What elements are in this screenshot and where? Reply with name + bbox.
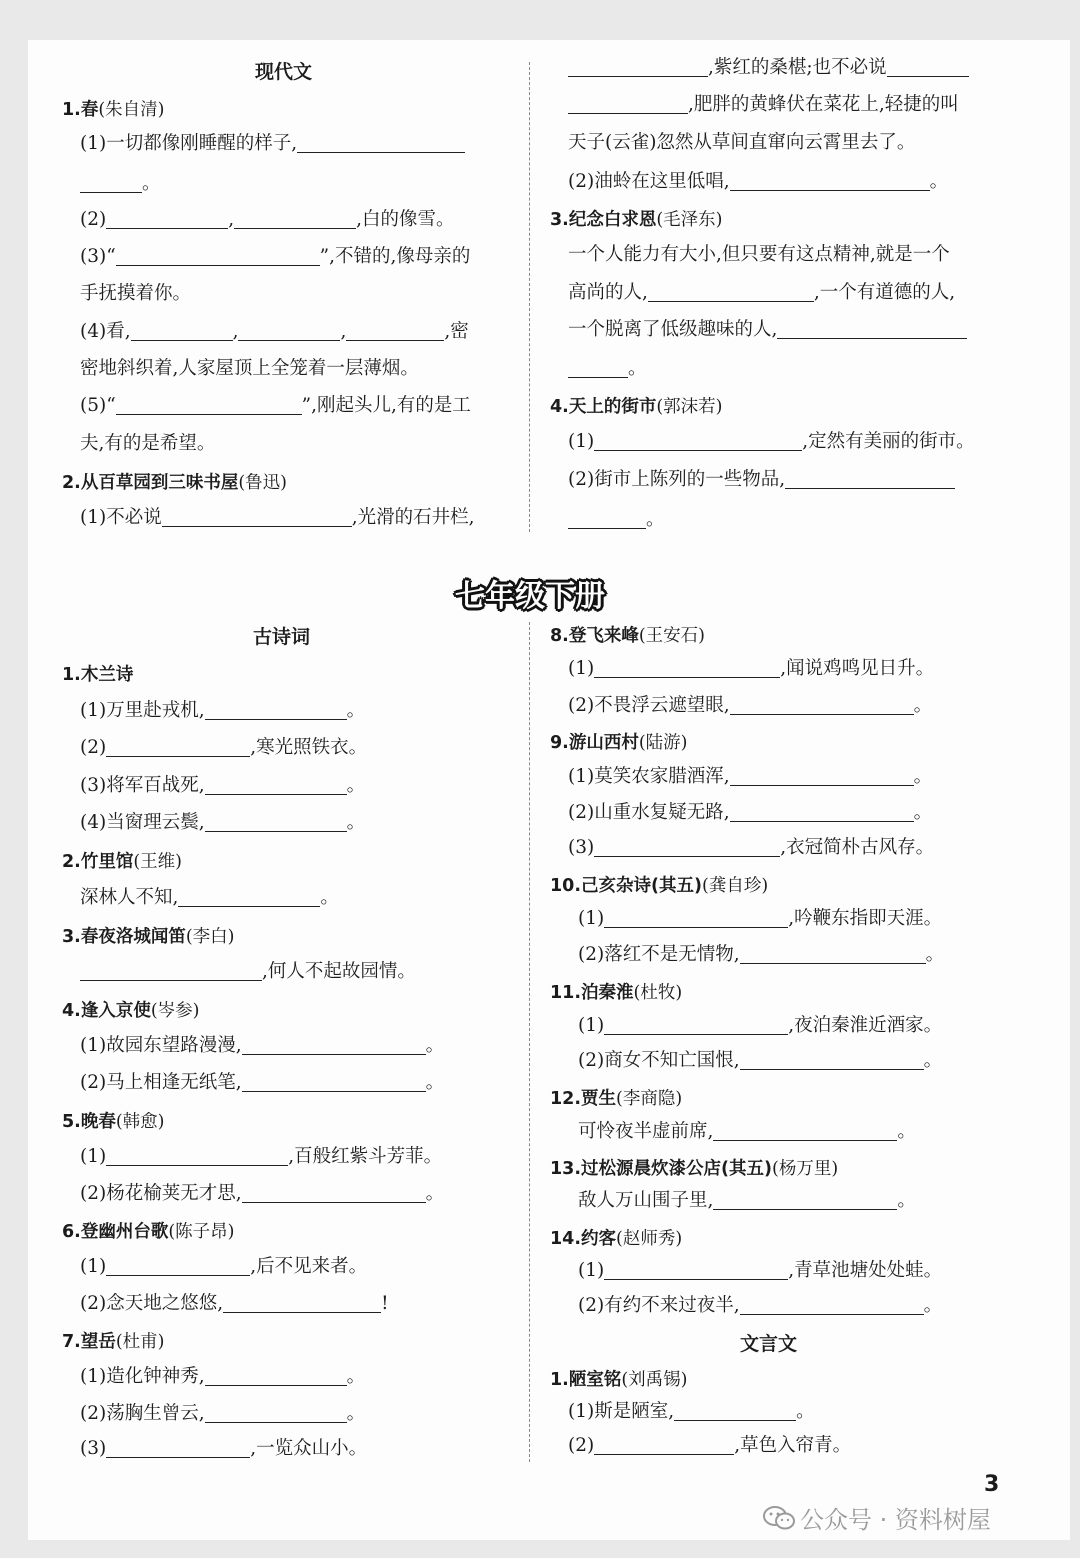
section-title-poetry: 古诗词 [253,626,311,648]
page-number: 3 [984,1472,1000,1497]
watermark: 公众号 · 资料树屋 [800,1506,991,1534]
text-line: (4)当窗理云鬓, 。 [80,812,366,833]
answer-blank[interactable] [740,1296,924,1315]
answer-blank[interactable] [106,1147,288,1166]
item-title: 6.登幽州台歌(陈子昂) [62,1222,235,1242]
item-title: 9.游山西村(陆游) [550,733,688,753]
answer-blank[interactable] [162,508,352,527]
answer-blank[interactable] [740,1051,924,1070]
item-title: 10.己亥杂诗(其五)(龚自珍) [550,876,769,896]
item-title: 4.逢入京使(岑参) [62,1001,200,1021]
text-line: 。 [80,172,161,196]
text-line: (1) ,定然有美丽的街市。 [568,431,975,452]
answer-blank[interactable] [205,1404,347,1423]
text-line: (3) ,衣冠简朴古风存。 [568,837,935,858]
answer-blank[interactable] [80,174,142,193]
text-line: (2)街市上陈列的一些物品, [568,468,955,492]
answer-blank[interactable] [242,1073,426,1092]
answer-blank[interactable] [205,813,347,832]
answer-blank[interactable] [205,701,347,720]
answer-blank[interactable] [234,210,356,229]
text-line: 敌人万山围子里, 。 [578,1190,916,1211]
answer-blank[interactable] [106,210,228,229]
answer-blank[interactable] [604,1016,788,1035]
text-line: (2)油蛉在这里低唱, 。 [568,171,949,192]
text-line: 可怜夜半虚前席, 。 [578,1121,916,1142]
answer-blank[interactable] [713,1122,897,1141]
text-line: (1)一切都像刚睡醒的样子, [80,132,465,156]
item-title: 7.望岳(杜甫) [62,1332,165,1352]
answer-blank[interactable] [242,1036,426,1055]
answer-blank[interactable] [740,945,926,964]
text-line: (2)落红不是无情物, 。 [578,944,945,965]
text-line: (4)看, , , ,密 [80,321,469,342]
column-divider-top [529,62,530,532]
answer-blank[interactable] [106,1257,250,1276]
wechat-icon [762,1504,796,1532]
answer-blank[interactable] [223,1294,381,1313]
answer-blank[interactable] [730,767,914,786]
item-title: 2.竹里馆(王维) [62,852,182,872]
answer-blank[interactable] [178,888,320,907]
answer-blank[interactable] [674,1402,796,1421]
text-line: (2)不畏浮云遮望眼, 。 [568,695,933,716]
text-line: 。 [568,357,647,381]
answer-blank[interactable] [131,322,233,341]
answer-blank[interactable] [604,909,788,928]
answer-blank[interactable] [785,470,955,489]
answer-blank[interactable] [713,1191,897,1210]
text-line: (3)“ ”,不错的,像母亲的 [80,246,471,267]
text-line: 一个人能力有大小,但只要有这点精神,就是一个 [568,244,950,265]
text-line: (2)商女不知亡国恨, 。 [578,1050,943,1071]
answer-blank[interactable] [568,510,646,529]
answer-blank[interactable] [242,1184,426,1203]
column-divider-bottom [529,622,530,1462]
item-title: 14.约客(赵师秀) [550,1229,683,1249]
text-line: (1)斯是陋室, 。 [568,1401,815,1422]
text-line: (1) ,夜泊秦淮近酒家。 [578,1015,943,1036]
answer-blank[interactable] [297,134,465,153]
answer-blank[interactable] [106,1439,250,1458]
text-line: (5)“ ”,刚起头儿,有的是工 [80,395,471,416]
answer-blank[interactable] [568,58,708,77]
answer-blank[interactable] [116,396,302,415]
text-line: (2)有约不来过夜半, 。 [578,1295,943,1316]
text-line: (1)故园东望路漫漫, 。 [80,1035,445,1056]
text-line: 手抚摸着你。 [80,283,192,304]
text-line: (2)杨花榆荚无才思, 。 [80,1183,445,1204]
text-line: 夫,有的是希望。 [80,433,216,454]
text-line: (1) ,闻说鸡鸣见日升。 [568,658,935,679]
text-line: 天子(云雀)忽然从草间直窜向云霄里去了。 [568,132,916,153]
text-line: (2) , ,白的像雪。 [80,209,455,230]
answer-blank[interactable] [777,320,967,339]
item-title: 13.过松源晨炊漆公店(其五)(杨万里) [550,1159,839,1179]
answer-blank[interactable] [648,283,814,302]
grade-banner: 七年级下册 [455,579,605,614]
text-line: 。 [568,508,665,532]
item-title: 2.从百草园到三味书屋(鲁迅) [62,473,287,493]
section-title-classical-prose: 文言文 [740,1333,798,1355]
item-title: 1.春(朱自清) [62,100,165,120]
answer-blank[interactable] [604,1261,788,1280]
item-title: 11.泊秦淮(杜牧) [550,983,683,1003]
text-line: (1)造化钟神秀, 。 [80,1366,366,1387]
answer-blank[interactable] [730,172,930,191]
answer-blank[interactable] [594,838,780,857]
text-line: (1)万里赴戎机, 。 [80,700,366,721]
answer-blank[interactable] [80,962,262,981]
answer-blank[interactable] [887,58,969,77]
text-line: (2)山重水复疑无路, 。 [568,802,933,823]
text-line: (1) ,吟鞭东指即天涯。 [578,908,943,929]
text-line: (1) ,百般红紫斗芳菲。 [80,1146,443,1167]
text-line: (1) ,后不见来者。 [80,1256,368,1277]
text-line: ,紫红的桑椹;也不必说 [568,56,969,80]
text-line: (2)马上相逢无纸笔, 。 [80,1072,445,1093]
item-title: 5.晚春(韩愈) [62,1112,165,1132]
text-line: (1)莫笑农家腊酒浑, 。 [568,766,933,787]
answer-blank[interactable] [568,359,628,378]
item-title: 8.登飞来峰(王安石) [550,626,705,646]
text-line: ,肥胖的黄蜂伏在菜花上,轻捷的叫 [568,93,959,117]
text-line: 高尚的人, ,一个有道德的人, [568,282,956,303]
answer-blank[interactable] [594,432,802,451]
text-line: (2) ,草色入帘青。 [568,1435,852,1456]
text-line: (3)将军百战死, 。 [80,775,366,796]
answer-blank[interactable] [205,1367,347,1386]
item-title: 3.纪念白求恩(毛泽东) [550,210,723,230]
answer-blank[interactable] [116,247,320,266]
text-line: (2)念天地之悠悠, ! [80,1293,389,1314]
answer-blank[interactable] [730,803,914,822]
answer-blank[interactable] [594,1436,734,1455]
text-line: (2) ,寒光照铁衣。 [80,737,368,758]
text-line: 密地斜织着,人家屋顶上全笼着一层薄烟。 [80,358,419,379]
item-title: 1.木兰诗 [62,665,134,685]
item-title: 4.天上的街市(郭沫若) [550,397,723,417]
text-line: 深林人不知, 。 [80,887,339,908]
answer-blank[interactable] [346,322,444,341]
answer-blank[interactable] [594,659,780,678]
answer-blank[interactable] [238,322,340,341]
text-line: (2)荡胸生曾云, 。 [80,1403,366,1424]
text-line: (1) ,青草池塘处处蛙。 [578,1260,943,1281]
section-title-modern-prose: 现代文 [255,61,313,83]
item-title: 12.贾生(李商隐) [550,1089,683,1109]
text-line: (1)不必说 ,光滑的石井栏, [80,507,475,528]
text-line: 一个脱离了低级趣味的人, [568,318,967,342]
answer-blank[interactable] [106,738,250,757]
answer-blank[interactable] [205,776,347,795]
answer-blank[interactable] [730,696,914,715]
item-title: 3.春夜洛城闻笛(李白) [62,927,235,947]
text-line: (3) ,一览众山小。 [80,1438,368,1459]
item-title: 1.陋室铭(刘禹锡) [550,1370,688,1390]
answer-blank[interactable] [568,95,688,114]
text-line: ,何人不起故园情。 [80,960,416,984]
